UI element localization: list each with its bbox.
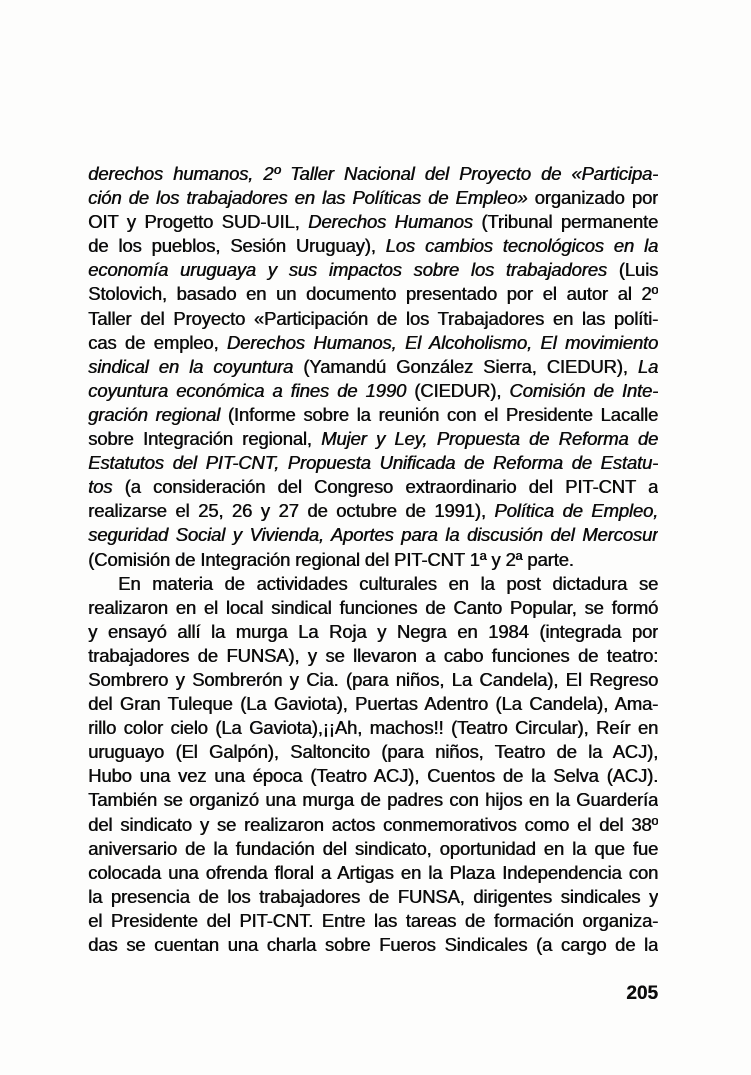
text-line [88, 403, 658, 427]
text-segment: del sindicato y se realizaron actos conmemorativos como el del 38º [88, 813, 658, 835]
text-line [88, 379, 658, 403]
italic-text-segment: Política de Empleo, [494, 500, 658, 522]
text-line [88, 837, 658, 861]
text-segment: del Gran Tuleque (La Gaviota), Puertas Adentro (La Candela), Ama- [88, 693, 658, 715]
text-segment: Hubo una vez una época (Teatro ACJ), Cuentos de la Selva (ACJ). [88, 765, 658, 787]
text-line [88, 499, 658, 523]
text-segment: (Tribunal permanente [472, 211, 658, 233]
italic-text-segment: Comisión de Inte- [509, 379, 658, 401]
text-line [88, 355, 658, 379]
text-line [88, 258, 658, 282]
italic-text-segment: gración regional [88, 403, 221, 425]
text-segment: la presencia de los trabajadores de FUNSA, dirigentes sindicales y [88, 885, 658, 907]
text-segment: uruguayo (El Galpón), Saltoncito (para niños, Teatro de la ACJ), [88, 741, 658, 763]
text-line [88, 307, 658, 331]
italic-text-segment: La [637, 355, 658, 377]
text-line [88, 427, 658, 451]
text-line [88, 885, 658, 909]
text-line [88, 596, 658, 620]
text-line [88, 620, 658, 644]
text-segment: das se cuentan una charla sobre Fueros Sindicales (a cargo de la [88, 934, 658, 955]
text-segment: Taller del Proyecto «Participación de los Trabajadores en las políti- [88, 307, 658, 329]
text-line [88, 933, 658, 957]
text-segment: (Comisión de Integración regional del PIT-CNT 1ª y 2ª parte. [88, 548, 574, 570]
text-line [88, 861, 658, 885]
text-segment: cas de empleo, [88, 331, 227, 353]
text-segment: También se organizó una murga de padres con hijos en la Guardería [88, 789, 658, 811]
italic-text-segment: coyuntura económica a fines de 1990 [88, 379, 406, 401]
text-segment: colocada una ofrenda floral a Artigas en la Plaza Independencia con [88, 861, 658, 883]
text-line [88, 282, 658, 306]
text-segment: (CIEDUR), [405, 379, 510, 401]
text-line [88, 451, 658, 475]
text-line [88, 668, 658, 692]
text-segment: (Informe sobre la reunión con el Presidente Lacalle [220, 403, 658, 425]
text-segment: aniversario de la fundación del sindicato, oportunidad en la que fue [88, 837, 658, 859]
text-line [88, 234, 658, 258]
text-segment: y ensayó allí la murga La Roja y Negra en 1984 (integrada por [88, 620, 658, 642]
text-line [88, 813, 658, 837]
italic-text-segment: Derechos Humanos [308, 211, 473, 233]
text-line [88, 740, 658, 764]
text-segment: el Presidente del PIT-CNT. Entre las tareas de formación organiza- [88, 909, 658, 931]
italic-text-segment: Derechos Humanos, El Alcoholismo, El movimiento [226, 331, 658, 353]
text-segment: (Yamandú González Sierra, CIEDUR), [293, 355, 638, 377]
text-segment: Sombrero y Sombrerón y Cia. (para niños, La Candela), El Regreso [88, 668, 658, 690]
text-segment: realizaron en el local sindical funciones de Canto Popular, se formó [88, 596, 658, 618]
text-line [88, 644, 658, 668]
text-segment: trabajadores de FUNSA), y se llevaron a cabo funciones de teatro: [88, 644, 658, 666]
italic-text-segment: economía uruguaya y sus impactos sobre los trabajadores [88, 259, 607, 281]
text-segment: (Luis [606, 259, 658, 281]
text-line [88, 909, 658, 933]
italic-text-segment: Estatutos del PIT-CNT, Propuesta Unificada de Reforma de Estatu- [88, 452, 658, 474]
text-segment: Stolovich, basado en un documento presentado por el autor al 2º [88, 283, 658, 305]
text-line [88, 523, 658, 547]
italic-text-segment: seguridad Social y Vivienda, Aportes para la discusión del Mercosur [88, 524, 658, 546]
text-segment: realizarse el 25, 26 y 27 de octubre de 1991), [88, 500, 495, 522]
text-line [88, 716, 658, 740]
text-line [88, 186, 658, 210]
text-segment: (a consideración del Congreso extraordinario del PIT-CNT a [112, 476, 658, 498]
italic-text-segment: sindical en la coyuntura [88, 355, 294, 377]
italic-text-segment: ción de los trabajadores en las Políticas de Empleo» [88, 187, 528, 209]
text-line [88, 788, 658, 812]
italic-text-segment: tos [88, 476, 113, 498]
text-line [88, 331, 658, 355]
text-segment: En materia de actividades culturales en la post dictadura se [118, 572, 658, 594]
text-line [88, 475, 658, 499]
italic-text-segment: Mujer y Ley, Propuesta de Reforma de [321, 428, 658, 450]
text-line [88, 162, 658, 186]
text-segment: OIT y Progetto SUD-UIL, [88, 211, 309, 233]
text-segment: organizado por [527, 187, 658, 209]
page-number: 205 [626, 983, 658, 1004]
text-line [88, 692, 658, 716]
text-line [88, 210, 658, 234]
text-segment: rillo color cielo (La Gaviota),¡¡Ah, machos!! (Teatro Circular), Reír en [88, 717, 658, 739]
page-text [88, 162, 658, 957]
text-segment: sobre Integración regional, [88, 428, 322, 450]
italic-text-segment: Los cambios tecnológicos en la [385, 235, 658, 257]
italic-text-segment: derechos humanos, 2º Taller Nacional del Proyecto de «Participa- [88, 163, 658, 184]
text-line [88, 764, 658, 788]
text-segment: de los pueblos, Sesión Uruguay), [88, 235, 386, 257]
text-line [88, 548, 658, 572]
text-line [88, 572, 658, 596]
